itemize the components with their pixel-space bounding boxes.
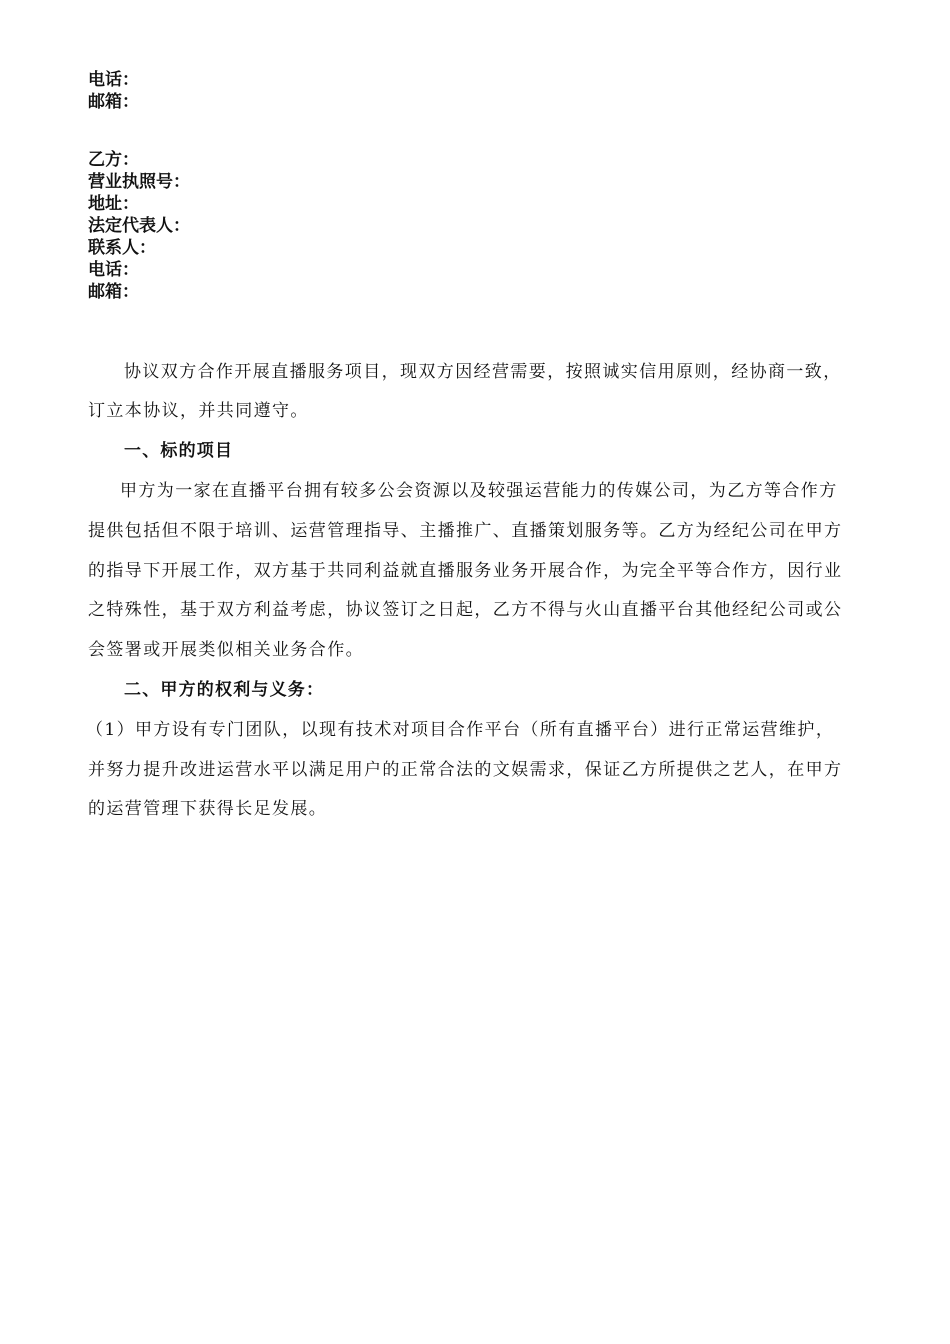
party-b-title: 乙方： <box>88 150 139 170</box>
section1-line: 会签署或开展类似相关业务合作。 <box>88 640 364 660</box>
party-b-phone-label: 电话： <box>88 260 139 280</box>
section2-line: （1）甲方设有专门团队，以现有技术对项目合作平台（所有直播平台）进行正常运营维护， <box>86 720 835 740</box>
party-b-license-label: 营业执照号： <box>88 172 190 192</box>
section1-line: 的指导下开展工作，双方基于共同利益就直播服务业务开展合作，为完全平等合作方，因行业 <box>88 561 843 581</box>
party-b-email-label: 邮箱： <box>88 282 139 302</box>
party-b-contact-label: 联系人： <box>88 238 156 258</box>
party-b-legal-rep-label: 法定代表人： <box>88 216 190 236</box>
intro-line: 订立本协议，并共同遵守。 <box>88 401 309 421</box>
party-b-address-label: 地址： <box>88 194 139 214</box>
section1-line: 甲方为一家在直播平台拥有较多公会资源以及较强运营能力的传媒公司，为乙方等合作方 <box>120 481 838 501</box>
party-a-phone-label: 电话： <box>88 70 139 90</box>
section1-line: 提供包括但不限于培训、运营管理指导、主播推广、直播策划服务等。乙方为经纪公司在甲方 <box>88 521 843 541</box>
section2-line: 的运营管理下获得长足发展。 <box>88 799 328 819</box>
section2-heading: 二、甲方的权利与义务： <box>124 680 325 700</box>
section2-line: 并努力提升改进运营水平以满足用户的正常合法的文娱需求，保证乙方所提供之艺人，在甲方 <box>88 760 843 780</box>
party-a-email-label: 邮箱： <box>88 92 139 112</box>
section1-heading: 一、标的项目 <box>124 441 234 461</box>
section1-line: 之特殊性，基于双方利益考虑，协议签订之日起，乙方不得与火山直播平台其他经纪公司或公 <box>88 600 843 620</box>
intro-line: 协议双方合作开展直播服务项目，现双方因经营需要，按照诚实信用原则，经协商一致， <box>124 362 842 382</box>
